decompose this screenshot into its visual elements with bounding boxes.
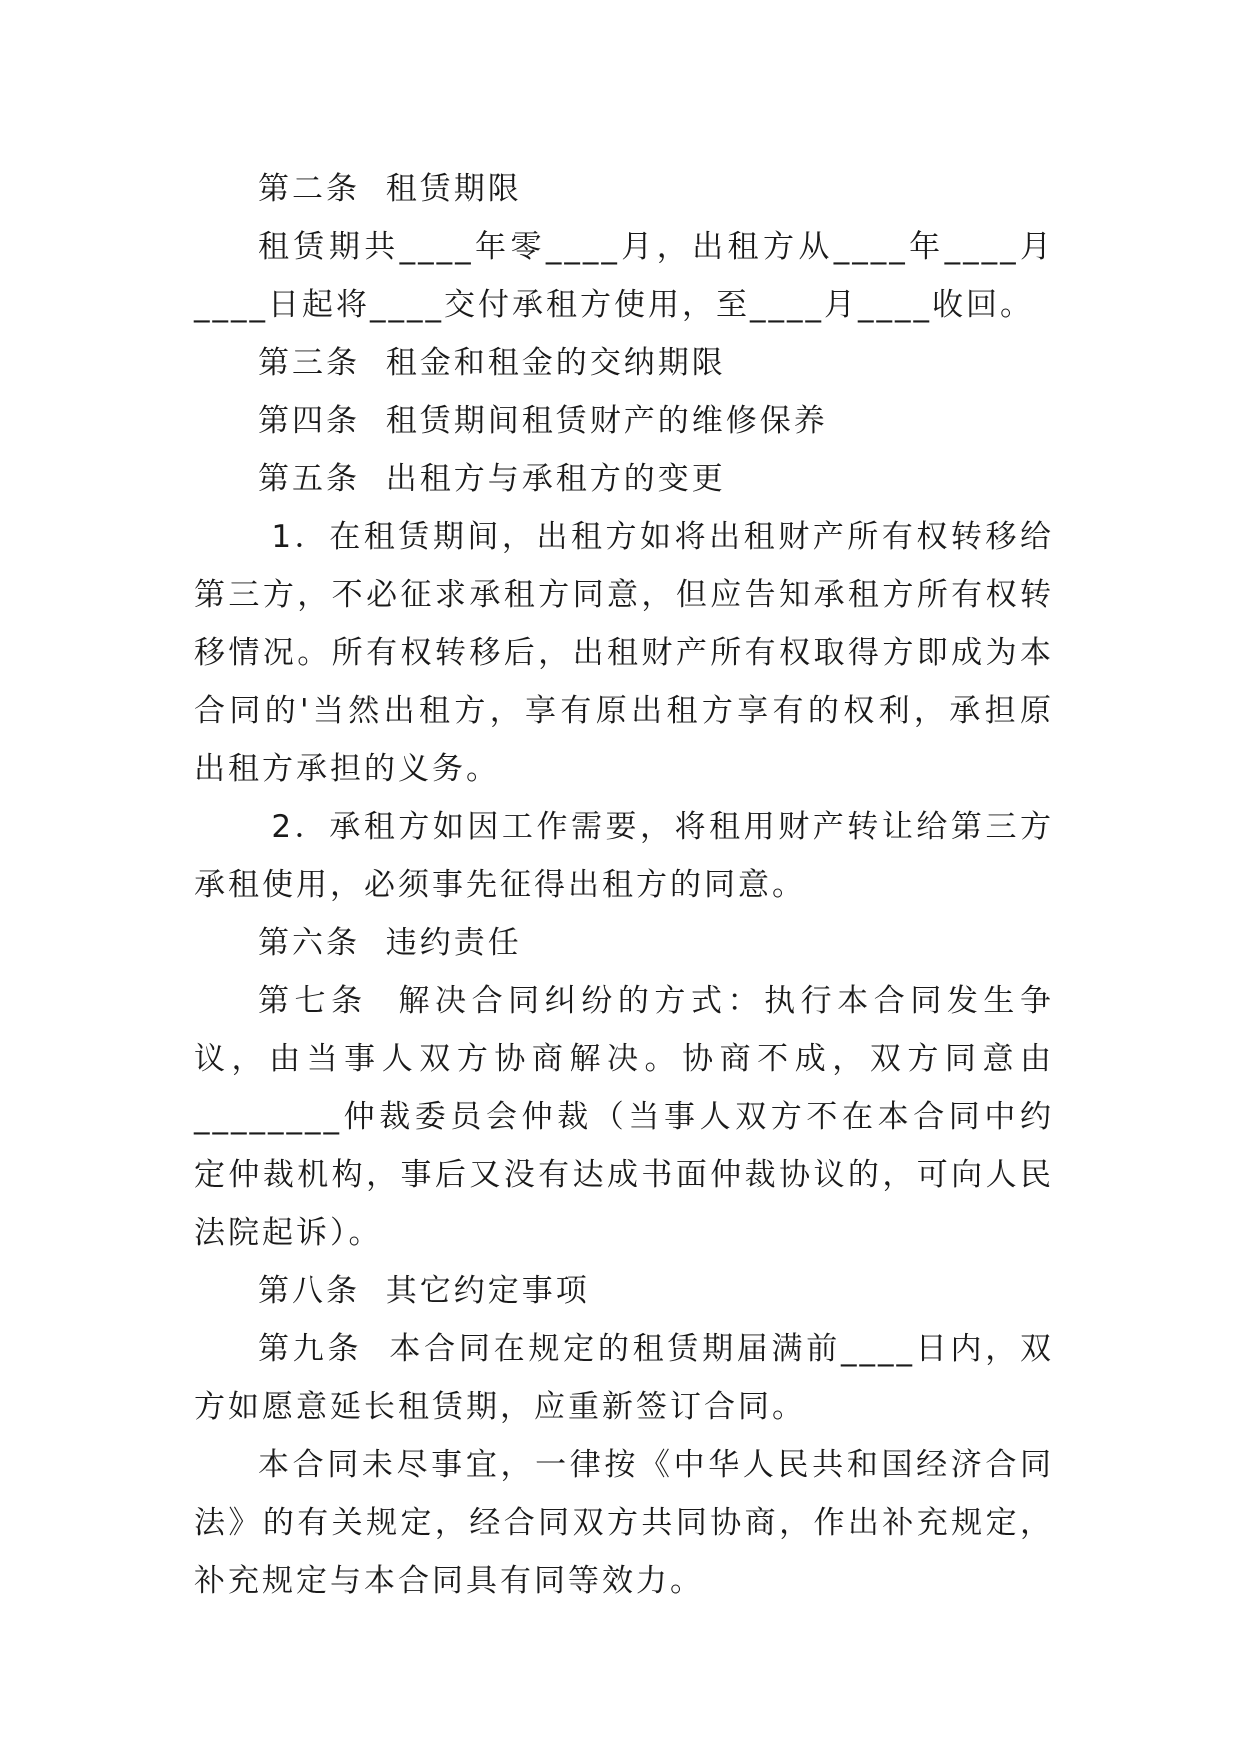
article-3-heading: 第三条 租金和租金的交纳期限 bbox=[258, 345, 726, 381]
article-9-renewal: 第九条 本合同在规定的租赁期届满前____日内，双方如愿意延长租赁期，应重新签订合同。 bbox=[194, 1331, 1054, 1425]
article-5-clause-1: 1．在租赁期间，出租方如将出租财产所有权转移给第三方，不必征求承租方同意，但应告知承租方所有权转移情况。所有权转移后，出租财产所有权取得方即成为本合同的'当然出租方，享有原出租方享有的权利，承担原出租方承担的义务。 bbox=[194, 519, 1054, 787]
article-4-heading: 第四条 租赁期间租赁财产的维修保养 bbox=[258, 403, 828, 439]
article-5-clause-2: 2．承租方如因工作需要，将租用财产转让给第三方承租使用，必须事先征得出租方的同意。 bbox=[194, 809, 1054, 903]
article-8-heading: 第八条 其它约定事项 bbox=[258, 1273, 590, 1309]
supplementary-provisions: 本合同未尽事宜，一律按《中华人民共和国经济合同法》的有关规定，经合同双方共同协商，作出补充规定，补充规定与本合同具有同等效力。 bbox=[194, 1447, 1054, 1599]
article-2-heading: 第二条 租赁期限 bbox=[258, 171, 522, 207]
article-7-dispute-resolution: 第七条 解决合同纠纷的方式：执行本合同发生争议，由当事人双方协商解决。协商不成，双方同意由________仲裁委员会仲裁（当事人双方不在本合同中约定仲裁机构，事后又没有达成书面仲裁协议的，可向人民法院起诉）。 bbox=[194, 983, 1054, 1251]
article-5-heading: 第五条 出租方与承租方的变更 bbox=[258, 461, 726, 497]
article-2-lease-term-text: 租赁期共____年零____月，出租方从____年____月____日起将____交付承租方使用，至____月____收回。 bbox=[194, 229, 1054, 323]
document-body bbox=[194, 160, 1054, 1610]
article-6-heading: 第六条 违约责任 bbox=[258, 925, 522, 961]
